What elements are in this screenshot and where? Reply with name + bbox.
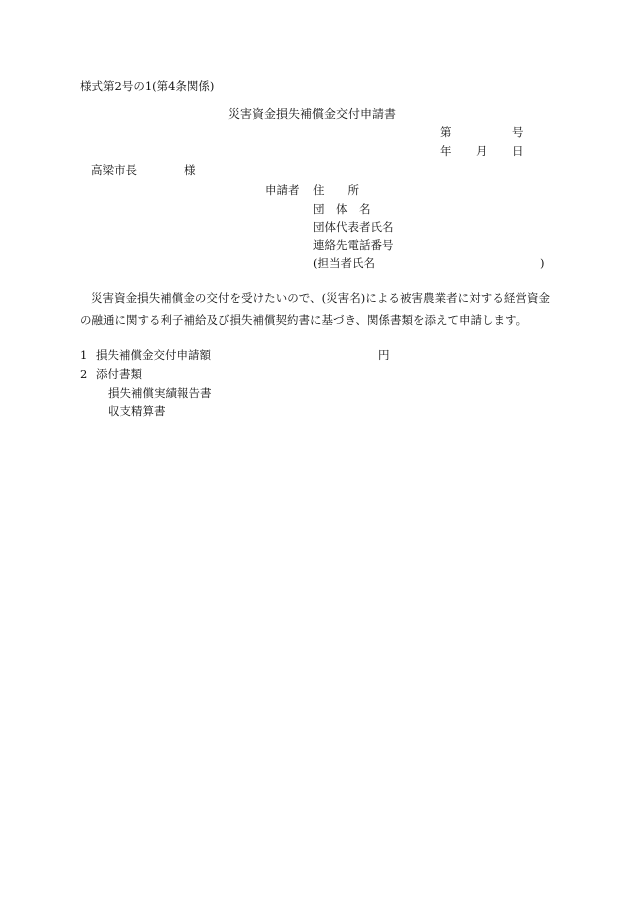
applicant-phone-label: 連絡先電話番号 bbox=[313, 238, 394, 252]
attachment-item: 損失補償実績報告書 bbox=[108, 386, 212, 400]
applicant-group-name-label: 団 体 名 bbox=[313, 202, 371, 216]
addressee-name: 高梁市長 bbox=[91, 163, 137, 177]
application-statement: 災害資金損失補償金の交付を受けたいので、(災害名)による被害農業者に対する経営資金の融通に関する利子補給及び損失補償契約書に基づき、関係書類を添えて申請します。 bbox=[80, 291, 550, 327]
applicant-contact-close: ) bbox=[540, 256, 545, 270]
applicant-contact-label: (担当者氏名 bbox=[313, 256, 375, 270]
date-day: 日 bbox=[512, 144, 524, 158]
item-label-amount: 損失補償金交付申請額 bbox=[96, 348, 211, 362]
applicant-label: 申請者 bbox=[265, 183, 300, 197]
number-suffix: 号 bbox=[512, 125, 524, 139]
number-prefix: 第 bbox=[440, 125, 452, 139]
applicant-address-label: 住 所 bbox=[313, 183, 359, 197]
document-title: 災害資金損失補償金交付申請書 bbox=[228, 107, 397, 121]
date-year: 年 bbox=[440, 144, 452, 158]
attachment-item: 収支精算書 bbox=[108, 404, 166, 418]
addressee-honorific: 様 bbox=[184, 163, 196, 177]
applicant-representative-label: 団体代表者氏名 bbox=[313, 220, 394, 234]
item-label-attachments: 添付書類 bbox=[96, 367, 142, 381]
form-id: 様式第2号の1(第4条関係) bbox=[80, 79, 215, 93]
item-number-2: 2 bbox=[80, 367, 88, 381]
item-unit-yen: 円 bbox=[378, 348, 390, 362]
date-month: 月 bbox=[476, 144, 488, 158]
item-number-1: 1 bbox=[80, 348, 88, 362]
